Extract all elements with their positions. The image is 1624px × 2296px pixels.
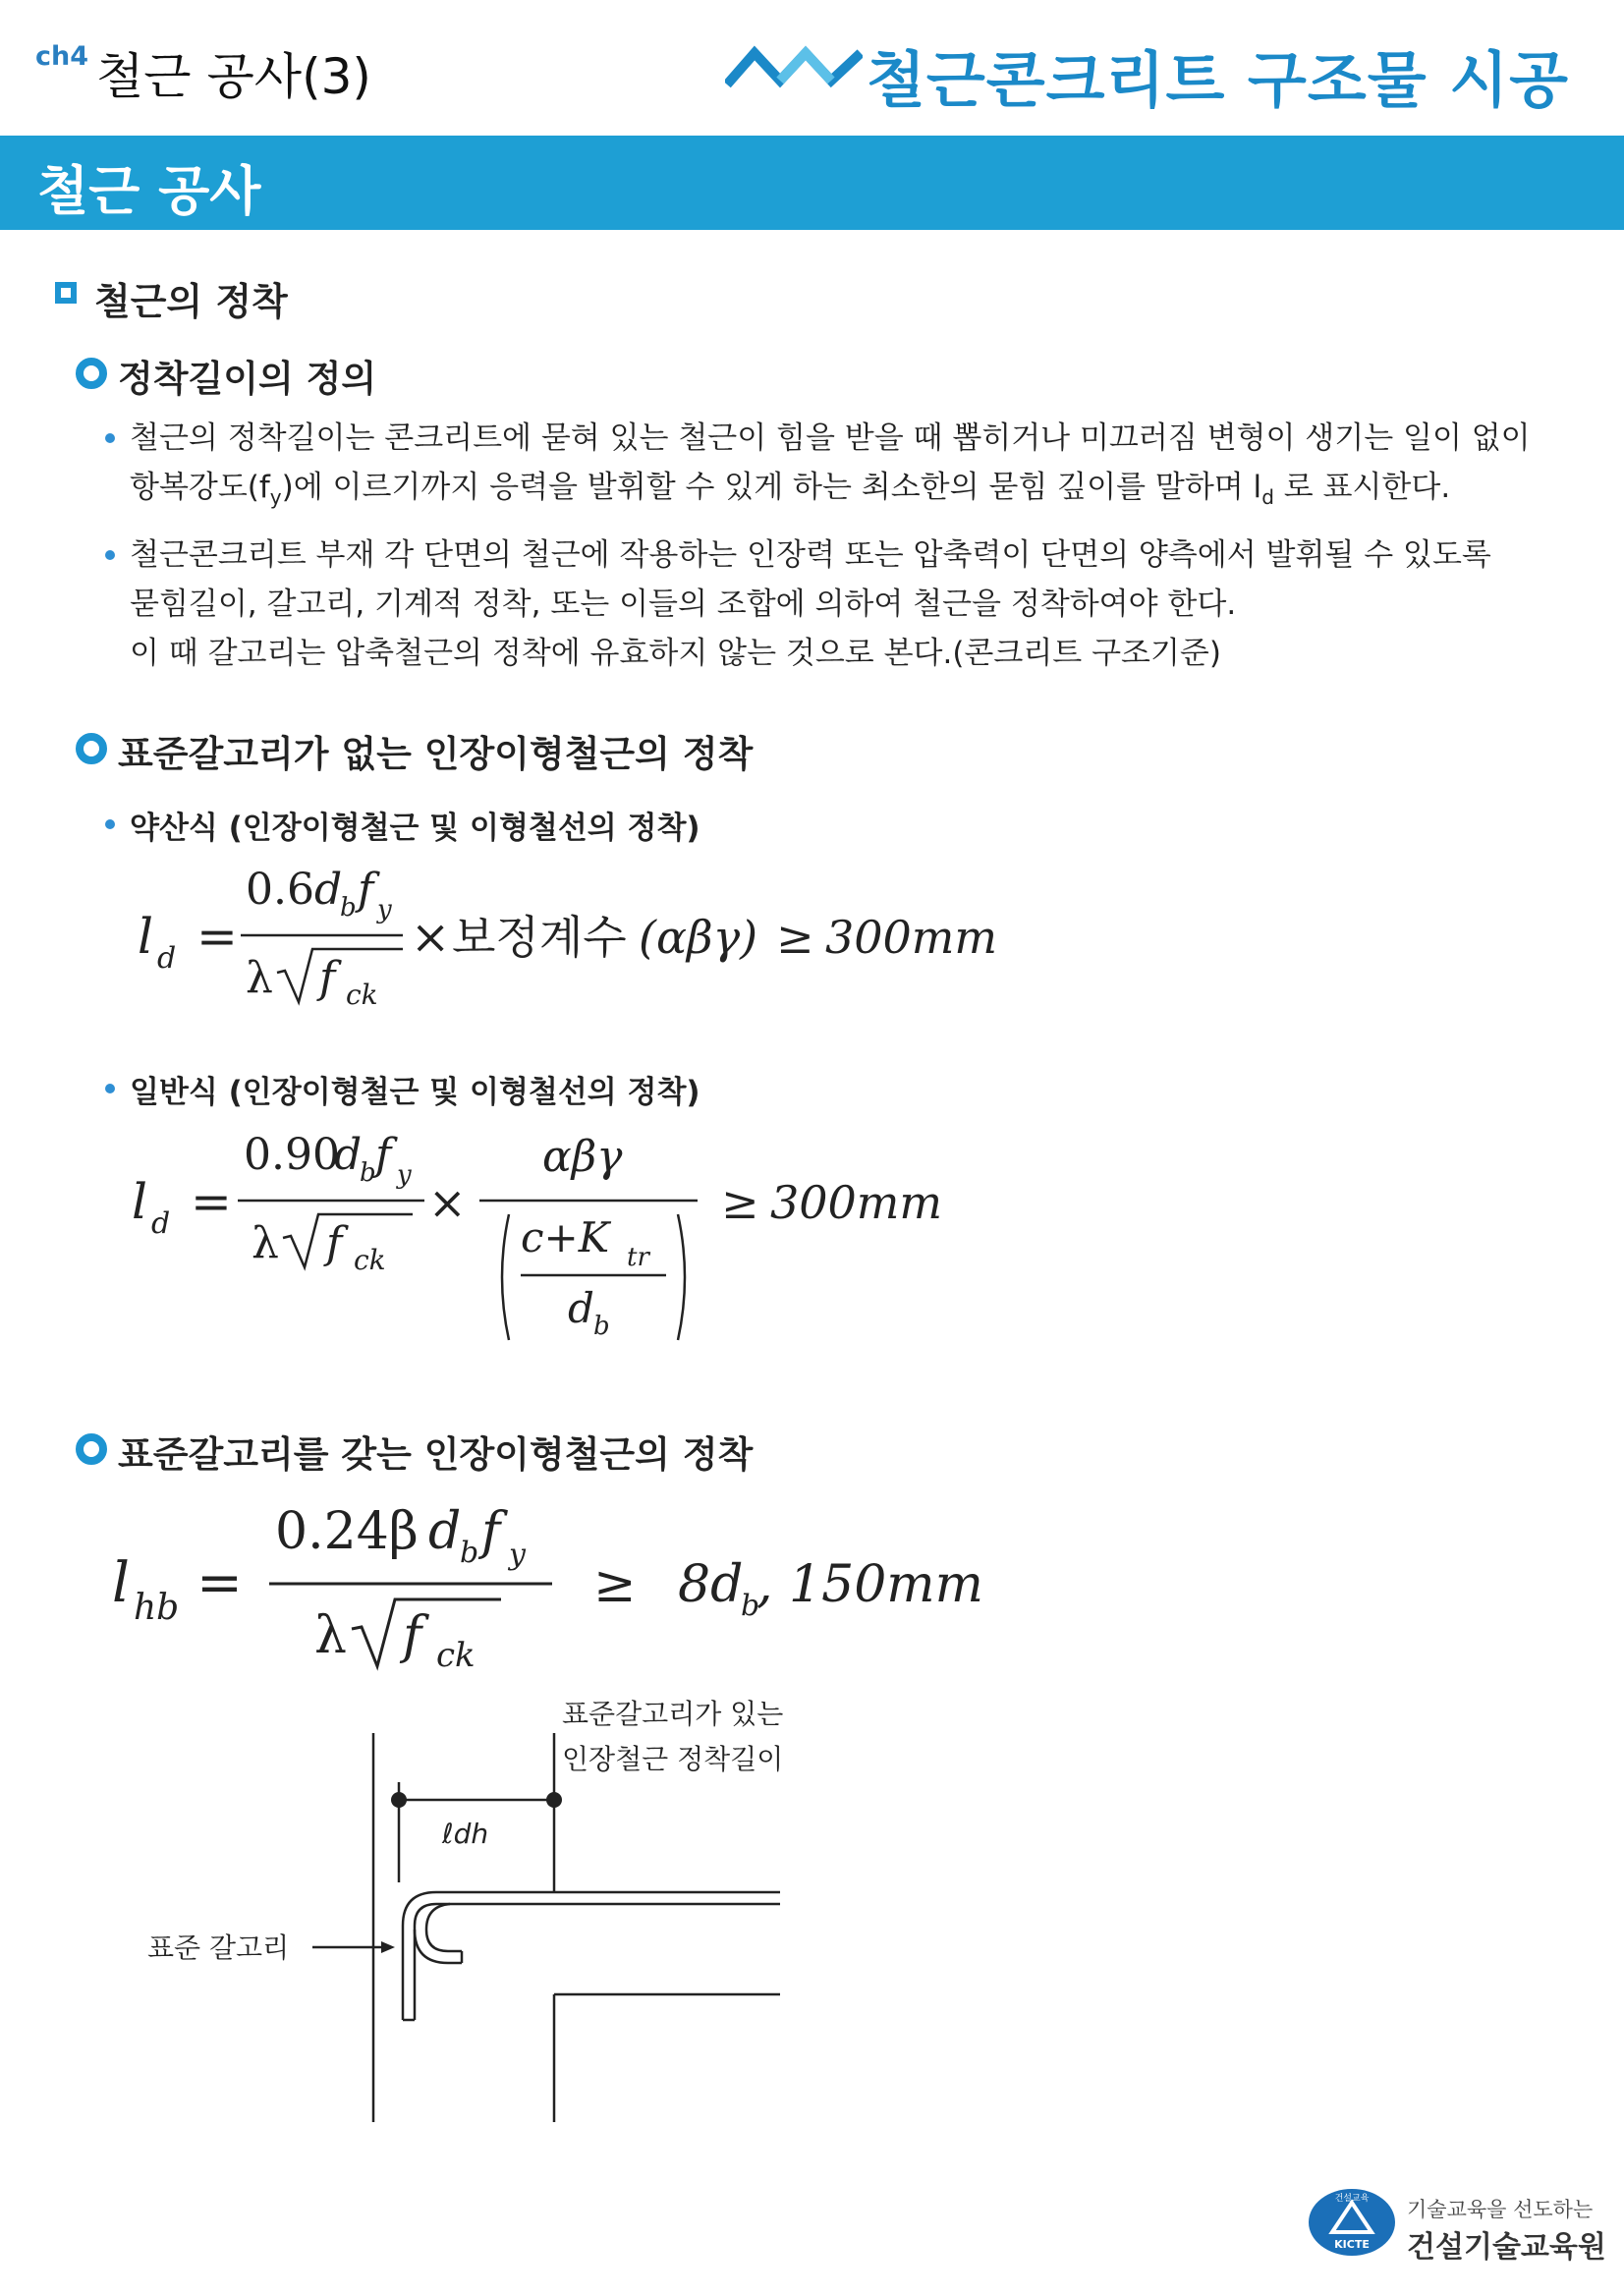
definition-heading: 정착길이의 정의	[118, 358, 377, 400]
svg-text:f: f	[326, 1218, 343, 1268]
svg-text:y: y	[509, 1538, 526, 1572]
section-title: 철근의 정착	[94, 280, 288, 323]
svg-text:b: b	[460, 1536, 479, 1570]
footer-org-name: 건설기술교육원	[1407, 2230, 1606, 2265]
svg-text:, 150mm: , 150mm	[756, 1555, 983, 1614]
general-formula	[118, 1120, 1002, 1356]
hook-formula	[108, 1493, 1041, 1690]
svg-text:보정계수: 보정계수	[452, 911, 627, 964]
svg-text:l: l	[138, 908, 153, 965]
svg-text:f: f	[358, 865, 374, 915]
definition-para1-line1: 철근의 정착길이는 콘크리트에 묻혀 있는 철근이 힘을 받을 때 뽑히거나 미끄러짐 변형이 생기는 일이 없이	[130, 420, 1531, 456]
page-title: 철근 공사	[37, 160, 261, 222]
svg-text:b: b	[340, 893, 357, 923]
simple-formula-label: 약산식 (인장이형철근 및 이형철선의 정착)	[130, 811, 700, 846]
definition-para2-line2: 묻힘길이, 갈고리, 기계적 정착, 또는 이들의 조합에 의하여 철근을 정착하여야 한다.	[130, 587, 1237, 622]
svg-text:l: l	[132, 1173, 147, 1230]
svg-text:hb: hb	[134, 1588, 180, 1628]
svg-text:=: =	[196, 908, 238, 965]
chapter-title: 철근 공사(3)	[96, 48, 371, 105]
svg-text:인장철근 정착길이: 인장철근 정착길이	[562, 1743, 784, 1775]
svg-text:ℓdh: ℓdh	[442, 1818, 489, 1850]
definition-para2-line1: 철근콘크리트 부재 각 단면의 철근에 작용하는 인장력 또는 압축력이 단면의 양측에서 발휘될 수 있도록	[130, 537, 1491, 573]
simple-formula	[118, 855, 1022, 1022]
svg-text:l: l	[112, 1551, 130, 1615]
svg-text:×: ×	[428, 1176, 467, 1229]
footer-slogan: 기술교육을 선도하는	[1407, 2198, 1594, 2221]
svg-text:0.90: 0.90	[244, 1130, 340, 1180]
svg-text:b: b	[741, 1589, 760, 1623]
svg-text:f: f	[481, 1502, 501, 1561]
svg-text:300mm: 300mm	[770, 1176, 943, 1229]
svg-text:=: =	[196, 1551, 243, 1615]
ring-bullet-icon	[76, 1433, 107, 1465]
svg-text:0.6: 0.6	[246, 865, 314, 915]
svg-text:d: d	[334, 1130, 363, 1180]
svg-text:ck: ck	[436, 1636, 476, 1675]
svg-text:(αβγ): (αβγ)	[639, 911, 758, 964]
svg-text:tr: tr	[627, 1243, 649, 1272]
definition-para2-line3: 이 때 갈고리는 압축철근의 정착에 유효하지 않는 것으로 본다.(콘크리트 구조기준)	[130, 636, 1221, 671]
with-hook-heading: 표준갈고리를 갖는 인장이형철근의 정착	[118, 1433, 754, 1476]
svg-text:d: d	[314, 865, 343, 915]
svg-text:f: f	[403, 1606, 422, 1665]
svg-text:λ: λ	[252, 1218, 279, 1268]
svg-text:KICTE: KICTE	[1334, 2238, 1370, 2251]
svg-text:d: d	[568, 1284, 594, 1332]
chapter-number: ch4	[35, 41, 89, 72]
svg-text:f: f	[375, 1130, 392, 1180]
svg-text:αβγ: αβγ	[542, 1132, 623, 1182]
square-bullet-icon	[55, 282, 77, 304]
svg-text:d: d	[157, 941, 177, 976]
svg-text:≥: ≥	[593, 1555, 637, 1614]
svg-text:8d: 8d	[678, 1555, 744, 1614]
general-formula-label: 일반식 (인장이형철근 및 이형철선의 정착)	[130, 1075, 700, 1110]
svg-text:≥: ≥	[776, 911, 814, 964]
svg-text:ck: ck	[354, 1244, 386, 1276]
svg-text:표준 갈고리: 표준 갈고리	[147, 1932, 290, 1964]
ring-bullet-icon	[76, 358, 107, 389]
kicte-logo-icon	[1307, 2187, 1397, 2258]
svg-text:≥: ≥	[721, 1176, 759, 1229]
svg-text:c+K: c+K	[521, 1213, 610, 1261]
svg-text:300mm: 300mm	[825, 911, 998, 964]
svg-text:표준갈고리가 있는: 표준갈고리가 있는	[562, 1698, 784, 1730]
dot-bullet-icon	[105, 1084, 115, 1093]
svg-text:ck: ck	[346, 979, 378, 1011]
svg-text:f: f	[319, 953, 336, 1003]
svg-text:λ: λ	[314, 1606, 347, 1665]
svg-text:건설교육: 건설교육	[1334, 2194, 1370, 2204]
definition-para1-line2: 항복강도$(f_y)$에 이르기까지 응력을 발휘할 수 있게 하는 최소한의 묻힘 깊이를 말하며 $l_d$ 로 표시한다.	[130, 470, 1451, 510]
svg-text:y: y	[397, 1160, 412, 1190]
hook-anchorage-diagram	[138, 1690, 825, 2122]
svg-text:b: b	[593, 1312, 610, 1341]
svg-text:y: y	[377, 895, 392, 924]
svg-text:λ: λ	[246, 953, 273, 1003]
dot-bullet-icon	[105, 819, 115, 829]
svg-text:=: =	[191, 1173, 232, 1230]
dot-bullet-icon	[105, 433, 115, 443]
svg-text:0.24β: 0.24β	[275, 1502, 419, 1561]
ring-bullet-icon	[76, 733, 107, 764]
no-hook-heading: 표준갈고리가 없는 인장이형철근의 정착	[118, 733, 754, 775]
dot-bullet-icon	[105, 550, 115, 560]
svg-text:b: b	[360, 1158, 376, 1188]
svg-text:d: d	[151, 1206, 171, 1241]
svg-text:d: d	[428, 1502, 462, 1561]
svg-text:×: ×	[411, 910, 451, 965]
course-title: 철근콘크리트 구조물 시공	[867, 44, 1569, 116]
brand-wave-icon	[725, 45, 863, 90]
